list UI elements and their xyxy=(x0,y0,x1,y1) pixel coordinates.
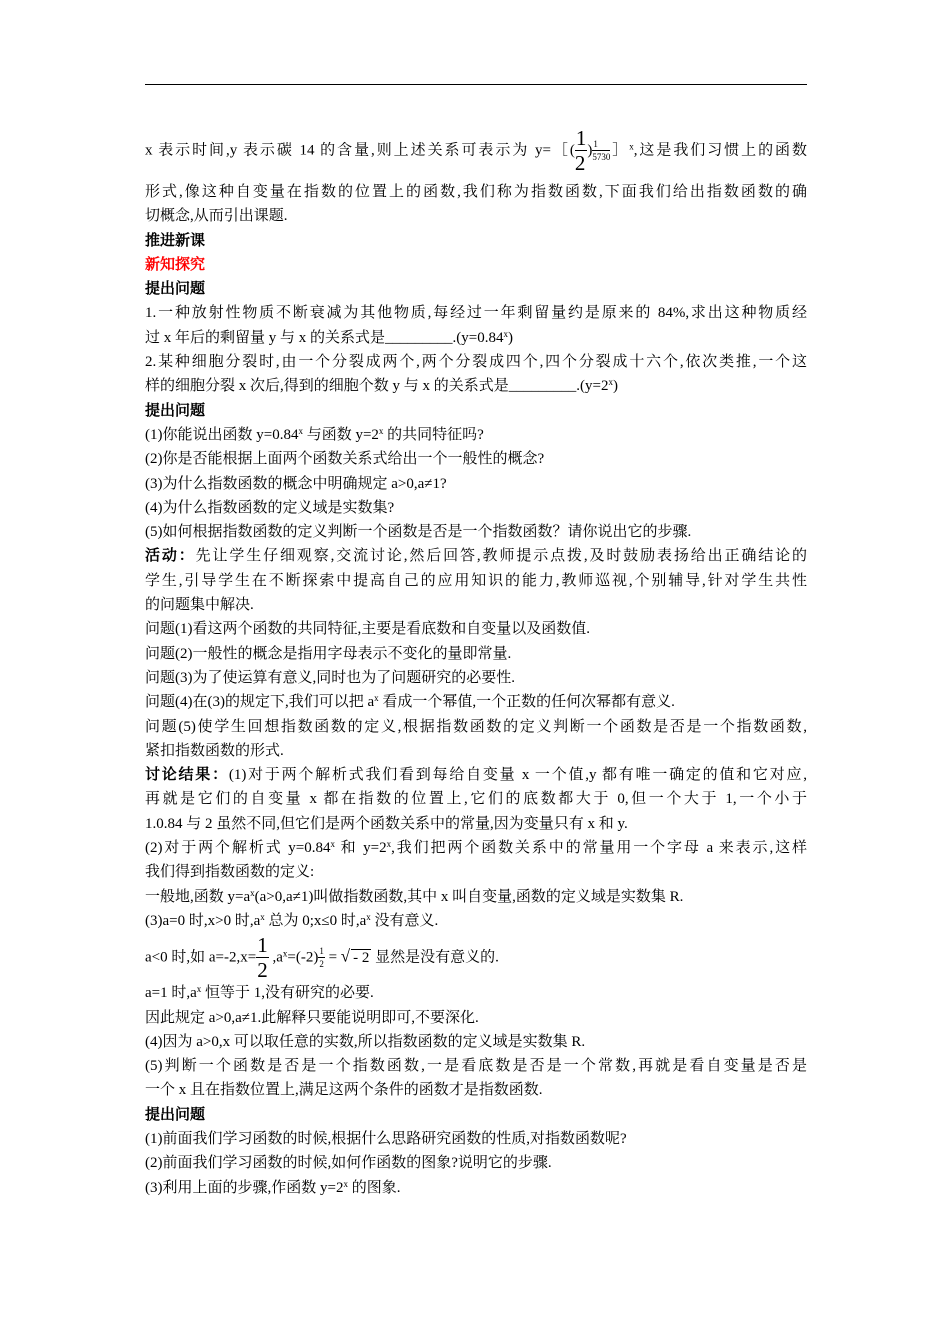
one-half-fraction: $\frac{1}{2}$ xyxy=(257,933,268,983)
problem-2-line-1: 2.某种细胞分裂时,由一个分裂成两个,两个分裂成四个,四个分裂成十六个,依次类推,一个这 xyxy=(145,354,807,371)
intro-line-1: x 表示时间,y 表示碳 14 的含量,则上述关系可表示为 y=［( $\frac{1}{2}$ ) $\frac{1}{5730}$ ］$^x$,这是我们习惯上的函数 xyxy=(145,126,807,175)
document-body xyxy=(145,128,807,1200)
question-1: (1)你能说出函数 $y=0.84^x$ 与函数 $y=2^x$ 的共同特征吗? xyxy=(145,425,484,443)
activity-line-1: 活动：先让学生仔细观察,交流讨论,然后回答,教师提示点拨,及时鼓励表扬给出正确结论的 xyxy=(145,548,807,565)
heading-raise-questions-1: 提出问题 xyxy=(145,281,206,298)
discussion-2-line-1: (2)对于两个解析式 $y=0.84^x$ 和 $y=2^x$,我们把两个函数关系中的常量用一个字母 a 来表示,这样 xyxy=(145,839,807,857)
question-3: (3)为什么指数函数的概念中明确规定 a>0,a≠1? xyxy=(145,475,447,492)
discussion-line-2: 再就是它们的自变量 x 都在指数的位置上,它们的底数都大于 0,但一个大于 1,一个小于 xyxy=(145,791,807,808)
final-question-1: (1)前面我们学习函数的时候,根据什么思路研究函数的性质,对指数函数呢? xyxy=(145,1130,627,1147)
discussion-line-3: 1.0.84 与 2 虽然不同,但它们是两个函数关系中的常量,因为变量只有 x 和 y. xyxy=(145,815,628,832)
square-root-radicand: - 2 xyxy=(353,949,370,966)
question-5: (5)如何根据指数函数的定义判断一个函数是否是一个指数函数？请你说出它的步骤. xyxy=(145,524,692,541)
intro-line-2: 形式,像这种自变量在指数的位置上的函数,我们称为指数函数,下面我们给出指数函数的确 xyxy=(145,184,807,200)
discussion-line-1: 讨论结果：(1)对于两个解析式我们看到每给自变量 x 一个值,y 都有唯一确定的值和它对应, xyxy=(145,767,807,784)
half-exponent-fraction: $\frac{1}{2}$ xyxy=(319,946,324,970)
answer-5-line-2: 紧扣指数函数的形式. xyxy=(145,742,284,759)
square-root-sign: √ xyxy=(340,946,351,966)
answer-5-line-1: 问题(5)使学生回想指数函数的定义,根据指数函数的定义判断一个函数是否是一个指数函数, xyxy=(145,718,807,735)
case-a-negative: a<0 时,如 a=-2,x= $\frac{1}{2}$ $,a^x=(-2)$ $\frac{1}{2}$ = √ - 2 显然是没有意义的. xyxy=(145,933,499,983)
so-conclusion: 因此规定 a>0,a≠1.此解释只要能说明即可,不要深化. xyxy=(145,1009,479,1026)
exponent-fraction: $\frac{1}{5730}$ xyxy=(592,139,611,162)
half-fraction: $\frac{1}{2}$ xyxy=(574,126,587,175)
answer-1: 问题(1)看这两个函数的共同特征,主要是看底数和自变量以及函数值. xyxy=(145,621,590,638)
discussion-2-line-2: 我们得到指数函数的定义: xyxy=(145,864,315,881)
definition: 一般地,函数 $y=a^x(a>0,a\ne 1)$叫做指数函数,其中 x 叫自变量,函数的定义域是实数集 R. xyxy=(145,887,684,905)
heading-raise-questions-3: 提出问题 xyxy=(145,1106,206,1123)
answer-2: 问题(2)一般性的概念是指用字母表示不变化的量即常量. xyxy=(145,645,512,662)
heading-raise-questions-2: 提出问题 xyxy=(145,402,206,419)
problem-1-line-2: 过 x 年后的剩留量 y 与 x 的关系式是$\_\_\_\_\_\_\_\_\_.(y=0.84^x)$ xyxy=(145,328,513,346)
header-rule xyxy=(145,84,807,85)
question-4: (4)为什么指数函数的定义域是实数集? xyxy=(145,499,395,516)
question-2: (2)你是否能根据上面两个函数关系式给出一个一般性的概念? xyxy=(145,451,545,468)
answer-3: 问题(3)为了使运算有意义,同时也为了问题研究的必要性. xyxy=(145,669,515,686)
case-a-zero: (3)a=0 时,x>0 时$,a^x$ 总为 0;x≤0 时$,a^x$ 没有意义. xyxy=(145,911,439,929)
heading-explore: 新知探究 xyxy=(145,256,206,273)
discussion-5-line-1: (5)判断一个函数是否是一个指数函数,一是看底数是否是一个常数,再就是看自变量是否是 xyxy=(145,1058,807,1075)
discussion-5-line-2: 一个 x 且在指数位置上,满足这两个条件的函数才是指数函数. xyxy=(145,1082,543,1099)
answer-4: 问题(4)在(3)的规定下,我们可以把 $a^x$ 看成一个幂值,一个正数的任何次幂都有意义. xyxy=(145,693,675,711)
heading-advance: 推进新课 xyxy=(145,232,206,249)
discussion-4: (4)因为 a>0,x 可以取任意的实数,所以指数函数的定义域是实数集 R. xyxy=(145,1033,586,1050)
case-a-one: a=1 时$,a^x$ 恒等于 1,没有研究的必要. xyxy=(145,984,374,1002)
final-question-2: (2)前面我们学习函数的时候,如何作函数的图象?说明它的步骤. xyxy=(145,1155,552,1172)
intro-line-3: 切概念,从而引出课题. xyxy=(145,208,288,225)
problem-1-line-1: 1.一种放射性物质不断衰减为其他物质,每经过一年剩留量约是原来的 84%,求出这种物质经 xyxy=(145,305,807,322)
problem-2-line-2: 样的细胞分裂 x 次后,得到的细胞个数 y 与 x 的关系式是$\_\_\_\_\_\_\_\_\_.(y=2^x)$ xyxy=(145,377,618,395)
activity-line-2: 学生,引导学生在不断探索中提高自己的应用知识的能力,教师巡视,个别辅导,针对学生共性 xyxy=(145,572,807,589)
final-question-3: (3)利用上面的步骤,作函数 $y=2^x$ 的图象. xyxy=(145,1178,401,1196)
activity-line-3: 的问题集中解决. xyxy=(145,597,254,614)
